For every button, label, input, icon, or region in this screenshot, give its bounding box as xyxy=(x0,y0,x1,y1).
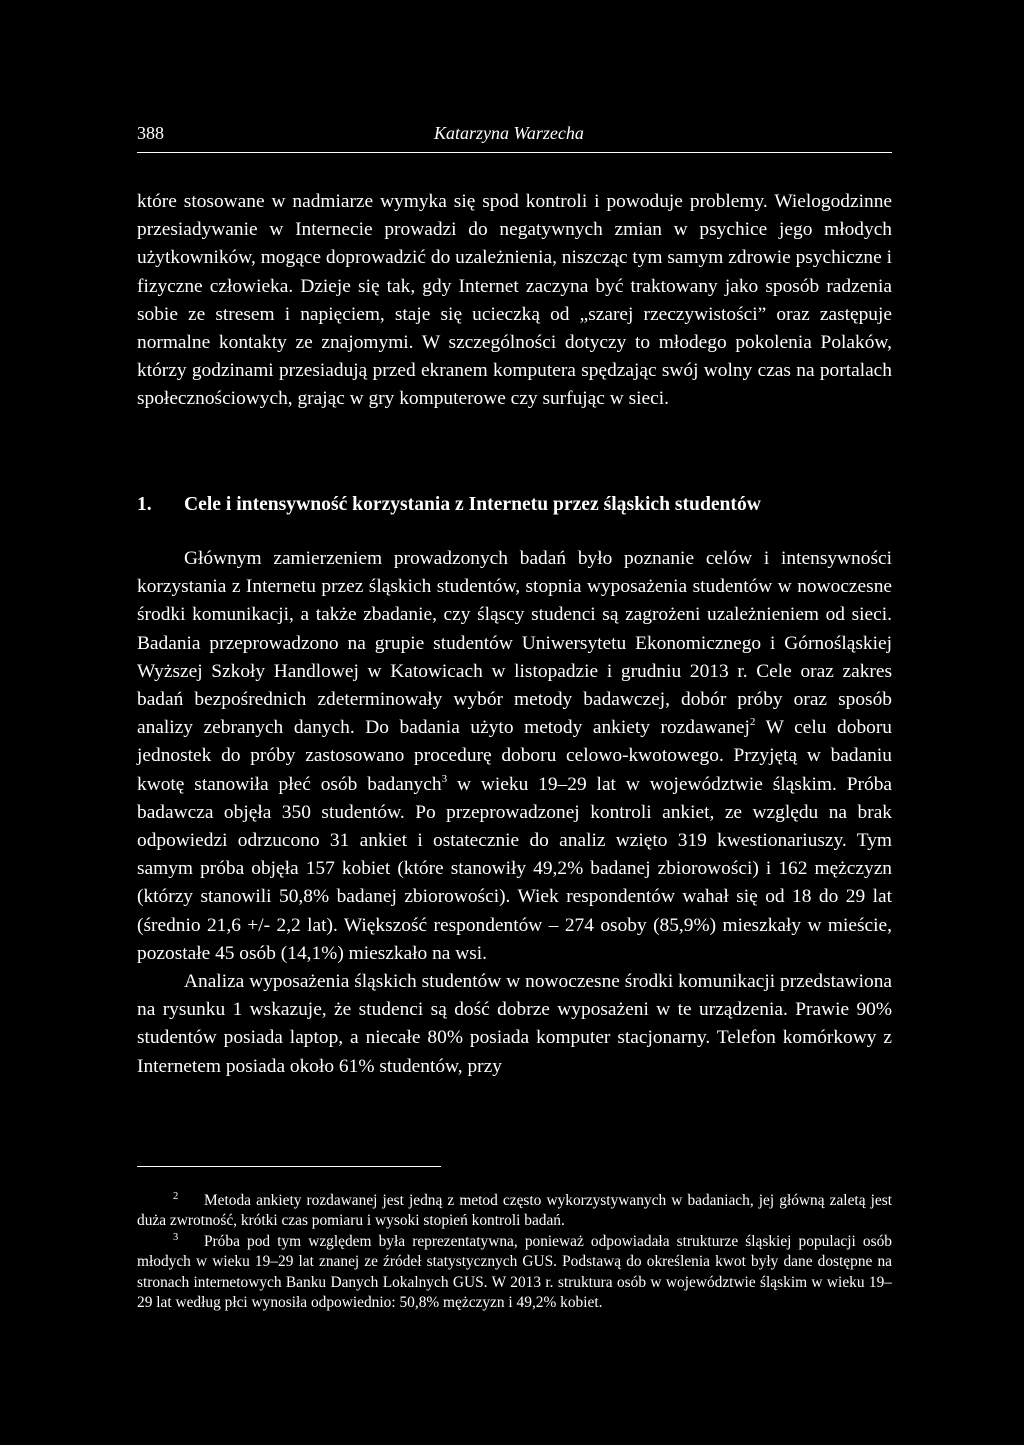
footnote-2: 2 Metoda ankiety rozdawanej jest jedną z metod często wykorzystywanych w badaniach, jej główną zaletą jest duża zwrotność, krótki czas pomiaru i wysoki stopień kontroli badań. xyxy=(137,1191,892,1230)
running-title: Katarzyna Warzecha xyxy=(434,123,584,143)
body-paragraph-1-part-3: w wieku 19–29 lat w województwie śląskim. Próba badawcza objęła 350 studentów. Po przeprowadzonej kontroli ankiet, ze względu na brak odpowiedzi odrzucono 31 ankiet i ostatecznie do analiz wzięto 319 kwestionariuszy. Tym samym próba objęła 157 kobiet (które stanowiły 49,2% badanej zbiorowości) i 162 mężczyzn (którzy stanowili 50,8% badanej zbiorowości). Wiek respondentów wahał się od 18 do 29 lat (średnio 21,6 +/- 2,2 lat). Większość respondentów – 274 osoby (85,9%) mieszkały w mieście, pozostałe 45 osób (14,1%) mieszkało na wsi. xyxy=(137,773,892,964)
footnotes xyxy=(137,1191,892,1313)
body-paragraph-1-part-2: W celu doboru jednostek do próby zastosowano procedurę doboru celowo-kwotowego. Przyjętą w badaniu kwotę stanowiła płeć osób badanych xyxy=(137,717,892,795)
footnote-text: Próba pod tym względem była reprezentatywna, ponieważ odpowiadała strukturze śląskiej populacji osób młodych w wieku 19–29 lat znanej ze źródeł statystycznych GUS. Podstawą do określenia kwot były dane dostępne na stronach internetowych Banku Danych Lokalnych GUS. W 2013 r. struktura osób w województwie śląskim w wieku 19–29 lat według płci wynosiła odpowiednio: 50,8% mężczyzn i 49,2% kobiet. xyxy=(137,1232,892,1312)
footnote-reference-2[interactable]: 2 xyxy=(749,716,756,729)
footnote-text: Metoda ankiety rozdawanej jest jedną z metod często wykorzystywanych w badaniach, jej główną zaletą jest duża zwrotność, krótki czas pomiaru i wysoki stopień kontroli badań. xyxy=(137,1192,892,1230)
footnote-separator xyxy=(137,1166,441,1167)
footnote-reference-3[interactable]: 3 xyxy=(441,772,448,785)
running-header xyxy=(137,122,892,153)
body-paragraph-1 xyxy=(137,545,892,968)
body-paragraph-1-part-1: Głównym zamierzeniem prowadzonych badań było poznanie celów i intensywności korzystania z Internetu przez śląskich studentów, stopnia wyposażenia studentów w nowoczesne środki komunikacji, a także zbadanie, czy śląscy studenci są zagrożeni uzależnieniem od sieci. Badania przeprowadzono na grupie studentów Uniwersytetu Ekonomicznego i Górnośląskiej Wyższej Szkoły Handlowej w Katowicach w listopadzie i grudniu 2013 r. Cele oraz zakres badań bezpośrednich zdeterminowały wybór metody badawczej, dobór próby oraz sposób analizy zebranych danych. Do badania użyto metody ankiety rozdawanej xyxy=(137,548,892,739)
intro-section xyxy=(137,188,892,414)
page-number: 388 xyxy=(137,123,164,143)
intro-paragraph: które stosowane w nadmiarze wymyka się spod kontroli i powoduje problemy. Wielogodzinne przesiadywanie w Internecie prowadzi do negatywnych zmian w psychice jego młodych użytkowników, mogące doprowadzić do uzależnienia, niszcząc tym samym zdrowie psychiczne i fizyczne człowieka. Dzieje się tak, gdy Internet zaczyna być traktowany jako sposób radzenia sobie ze stresem i napięciem, staje się ucieczką od „szarej rzeczywistości” oraz zastępuje normalne kontakty ze znajomymi. W szczególności dotyczy to młodego pokolenia Polaków, którzy godzinami przesiadują przed ekranem komputera spędzając swój wolny czas na portalach społecznościowych, grając w gry komputerowe czy surfując w sieci. xyxy=(137,191,892,410)
section-body xyxy=(137,545,892,1081)
section-number: 1. xyxy=(137,494,152,515)
section-heading xyxy=(137,494,892,516)
body-paragraph-2: Analiza wyposażenia śląskich studentów w nowoczesne środki komunikacji przedstawiona na rysunku 1 wskazuje, że studenci są dość dobrze wyposażeni w te urządzenia. Prawie 90% studentów posiada laptop, a niecałe 80% posiada komputer stacjonarny. Telefon komórkowy z Internetem posiada około 61% studentów, przy xyxy=(137,971,892,1077)
footnote-3: 3 Próba pod tym względem była reprezentatywna, ponieważ odpowiadała strukturze śląskiej populacji osób młodych w wieku 19–29 lat znanej ze źródeł statystycznych GUS. Podstawą do określenia kwot były dane dostępne na stronach internetowych Banku Danych Lokalnych GUS. W 2013 r. struktura osób w województwie śląskim w wieku 19–29 lat według płci wynosiła odpowiednio: 50,8% mężczyzn i 49,2% kobiet. xyxy=(137,1231,892,1312)
section-title: Cele i intensywność korzystania z Internetu przez śląskich studentów xyxy=(184,494,761,515)
